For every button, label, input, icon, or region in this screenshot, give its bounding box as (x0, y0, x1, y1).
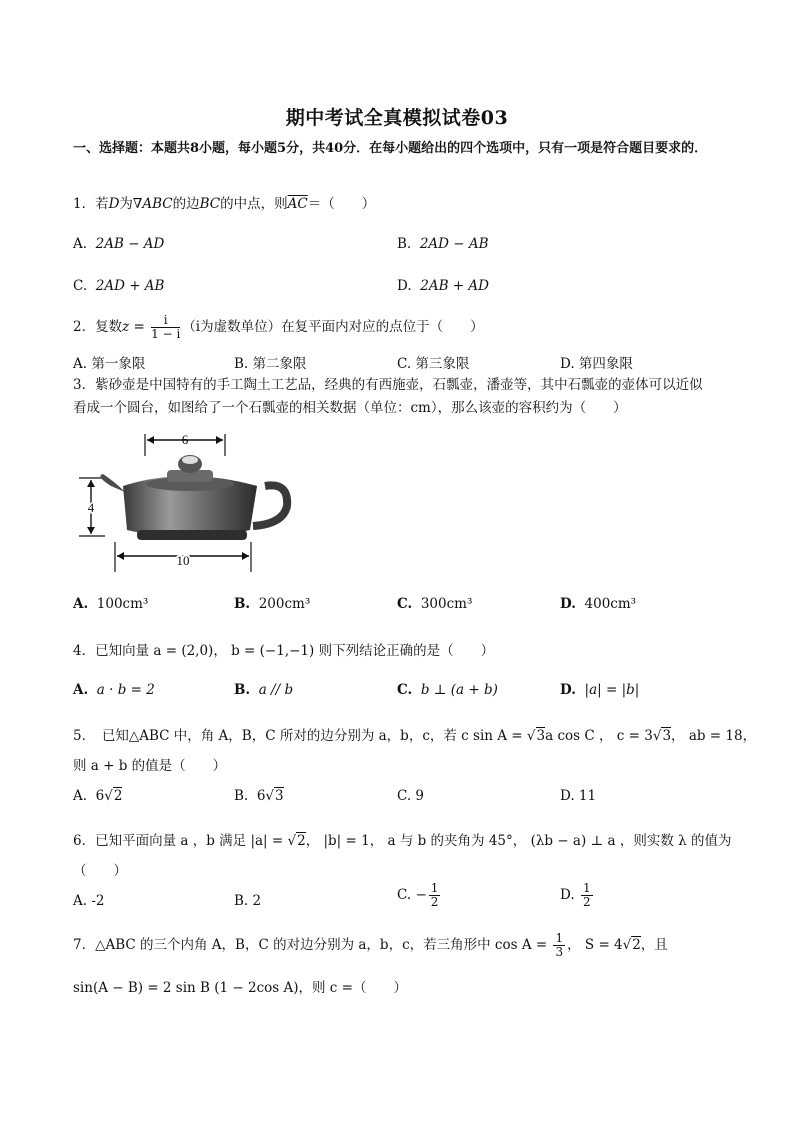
teapot-figure (75, 426, 295, 574)
q6-option-a[interactable]: A. -2 (73, 893, 105, 909)
q6-option-c[interactable]: C. − $\frac{1}{2}$ (397, 881, 439, 909)
q3-option-d[interactable]: D. 400cm³ (560, 596, 637, 612)
q5-option-b[interactable]: B. 6√3 (234, 788, 284, 804)
dim-top-label: 6 (181, 432, 189, 447)
q2-option-d[interactable]: D. 第四象限 (560, 356, 633, 372)
q3-option-b[interactable]: B. 200cm³ (234, 596, 311, 612)
q4-option-b[interactable]: B. a // b (234, 682, 294, 698)
q2-option-b[interactable]: B. 第二象限 (234, 356, 307, 372)
q6-option-b[interactable]: B. 2 (234, 893, 262, 909)
dimension-left (79, 478, 105, 536)
dim-bottom-label: 10 (176, 553, 190, 568)
q2-option-c[interactable]: C. 第三象限 (397, 356, 470, 372)
q2-option-a[interactable]: A. 第一象限 (73, 356, 146, 372)
q1-option-b[interactable]: B. 2AD − AB (397, 236, 489, 252)
question-1-stem: 1．若D为∇ABC的边BC的中点，则$\overline{AC}=$（ ） (73, 196, 376, 212)
q5-option-d[interactable]: D. 11 (560, 788, 597, 804)
teapot-image (100, 455, 287, 540)
dim-left-label: 4 (87, 500, 95, 515)
q4-option-d[interactable]: D. |a| = |b| (560, 682, 640, 698)
question-3-line-2: 看成一个圆台，如图给了一个石瓢壶的相关数据（单位：cm），那么该壶的容积约为（ ） (73, 400, 627, 416)
q3-option-c[interactable]: C. 300cm³ (397, 596, 473, 612)
dimension-top (145, 432, 225, 456)
q3-option-a[interactable]: A. 100cm³ (73, 596, 149, 612)
q1-option-c[interactable]: C. 2AD + AB (73, 278, 165, 294)
page-title: 期中考试全真模拟试卷03 (285, 107, 509, 129)
q6-option-d[interactable]: D. $\frac{1}{2}$ (560, 881, 591, 909)
dimension-bottom (115, 542, 251, 572)
q1-option-a[interactable]: A. 2AB − AD (73, 236, 165, 252)
question-4-stem: 4．已知向量 a = (2,0)， b = (−1,−1) 则下列结论正确的是（ ） (73, 643, 495, 659)
question-5-line-2: 则 a + b 的值是（ ） (73, 758, 227, 774)
question-6-line-2: （ ） (73, 863, 127, 879)
question-3-line-1: 3．紫砂壶是中国特有的手工陶土工艺品，经典的有西施壶，石瓢壶，潘壶等，其中石瓢壶的壶体可以近似 (73, 377, 703, 393)
q1-option-d[interactable]: D. 2AB + AD (397, 278, 489, 294)
q4-option-c[interactable]: C. b ⊥ (a + b) (397, 682, 498, 698)
q5-option-a[interactable]: A. 6√2 (73, 788, 123, 804)
question-7-line-2: sin(A − B) = 2 sin B (1 − 2cos A)，则 c =（ ） (73, 980, 407, 996)
section-heading: 一、选择题：本题共8小题，每小题5分，共40分．在每小题给出的四个选项中，只有一项是符合题目要求的． (73, 141, 708, 156)
question-2-stem: 2．复数z = $\frac{i}{1 - i}$ （i为虚数单位）在复平面内对应的点位于（ ） (73, 313, 484, 341)
question-6-line-1: 6．已知平面向量 a ，b 满足 |a| = √2， |b| = 1， a 与 b 的夹角为 45°， (λb − a) ⊥ a ，则实数 λ 的值为 (73, 833, 732, 849)
q5-option-c[interactable]: C. 9 (397, 788, 425, 804)
question-5-line-1: 5． 已知△ABC 中，角 A，B，C 所对的边分别为 a，b，c，若 c sin A = √3a cos C ， c = 3√3， ab = 18， (73, 728, 757, 744)
q4-option-a[interactable]: A. a · b = 2 (73, 682, 155, 698)
question-7-line-1: 7．△ABC 的三个内角 A，B，C 的对边分别为 a，b，c，若三角形中 cos A = $\frac{1}{3}$ ， S = 4√2，且 (73, 931, 668, 959)
